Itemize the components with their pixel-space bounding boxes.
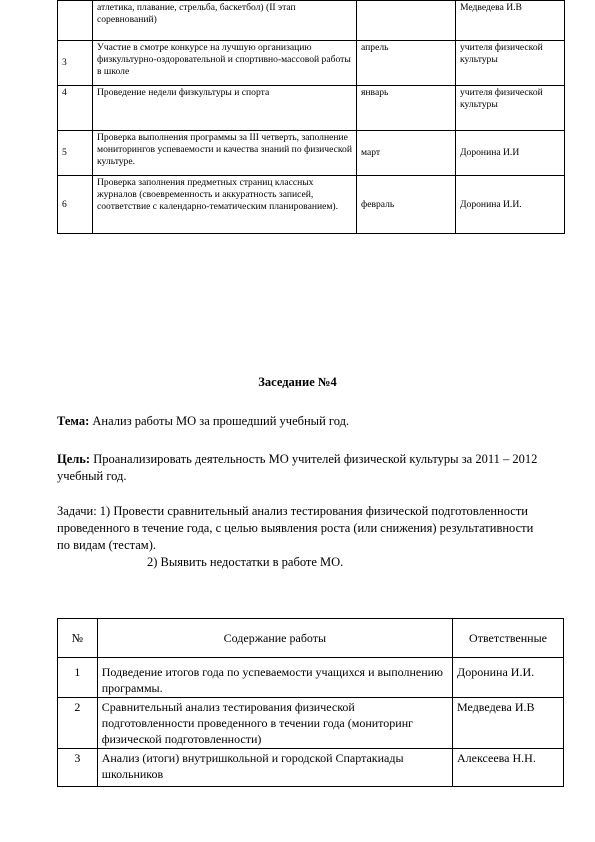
row-date: апрель xyxy=(357,41,456,86)
row-responsible: Доронина И.И xyxy=(456,131,565,176)
task-2: 2) Выявить недостатки в работе МО. xyxy=(147,555,344,569)
row-responsible: учителя физической культуры xyxy=(456,41,565,86)
table-row xyxy=(58,86,565,131)
row-date xyxy=(357,1,456,41)
row-responsible: учителя физической культуры xyxy=(456,86,565,131)
row-number: 2 xyxy=(58,698,98,749)
row-task: Проведение недели физкультуры и спорта xyxy=(93,86,357,131)
row-number: 4 xyxy=(58,86,93,131)
table-header-row xyxy=(58,619,564,658)
table-row xyxy=(58,176,565,234)
row-date: март xyxy=(357,131,456,176)
row-number: 1 xyxy=(58,658,98,698)
table-row xyxy=(58,41,565,86)
row-responsible: Алексеева Н.Н. xyxy=(453,749,564,787)
header-content: Содержание работы xyxy=(97,619,452,658)
row-number: 6 xyxy=(58,176,93,234)
header-number: № xyxy=(58,619,98,658)
row-date: январь xyxy=(357,86,456,131)
row-number: 3 xyxy=(58,749,98,787)
goal-text: Проанализировать деятельность МО учителей физической культуры за 2011 – 2012 учебный год. xyxy=(57,452,538,483)
row-task: Проверка заполнения предметных страниц классных журналов (своевременность и аккуратность записей, соответствие с календарно-тематическим планированием). xyxy=(93,176,357,234)
topic-label: Тема: xyxy=(57,414,90,428)
row-task: атлетика, плавание, стрельба, баскетбол) (II этап соревнований) xyxy=(93,1,357,41)
meeting-tasks xyxy=(57,503,547,554)
table-row xyxy=(58,658,564,698)
row-date: февраль xyxy=(357,176,456,234)
row-responsible: Медведева И.В xyxy=(456,1,565,41)
table-row xyxy=(58,1,565,41)
table-row xyxy=(58,698,564,749)
meeting-title: Заседание №4 xyxy=(258,375,337,389)
row-content: Подведение итогов года по успеваемости учащихся и выполнению программы. xyxy=(97,658,452,698)
tasks-label: Задачи: xyxy=(57,504,97,518)
topic-text: Анализ работы МО за прошедший учебный год. xyxy=(89,414,350,428)
row-number: 3 xyxy=(58,41,93,86)
header-responsible: Ответственные xyxy=(453,619,564,658)
row-responsible: Медведева И.В xyxy=(453,698,564,749)
task-1: 1) Провести сравнительный анализ тестирования физической подготовленности проведенного в течение года, с целью выявления роста (или снижения) результативности по видам (тестам). xyxy=(57,504,534,552)
goal-label: Цель: xyxy=(57,452,91,466)
table-row xyxy=(58,131,565,176)
row-task: Участие в смотре конкурсе на лучшую организацию физкультурно-оздоровательной и спортивно-массовой работы в школе xyxy=(93,41,357,86)
meeting-4-table xyxy=(57,618,564,787)
meeting-topic xyxy=(57,413,547,430)
row-responsible: Доронина И.И. xyxy=(456,176,565,234)
row-responsible: Доронина И.И. xyxy=(453,658,564,698)
meeting-goal xyxy=(57,451,547,485)
row-task: Проверка выполнения программы за III четверть, заполнение мониторингов успеваемости и качества знаний по физической культуре. xyxy=(93,131,357,176)
table-row xyxy=(58,749,564,787)
row-content: Анализ (итоги) внутришкольной и городской Спартакиады школьников xyxy=(97,749,452,787)
plan-table-continued xyxy=(57,0,565,234)
row-content: Сравнительный анализ тестирования физической подготовленности проведенного в течении года (мониторинг физической подготовленности) xyxy=(97,698,452,749)
row-number xyxy=(58,1,93,41)
row-number: 5 xyxy=(58,131,93,176)
